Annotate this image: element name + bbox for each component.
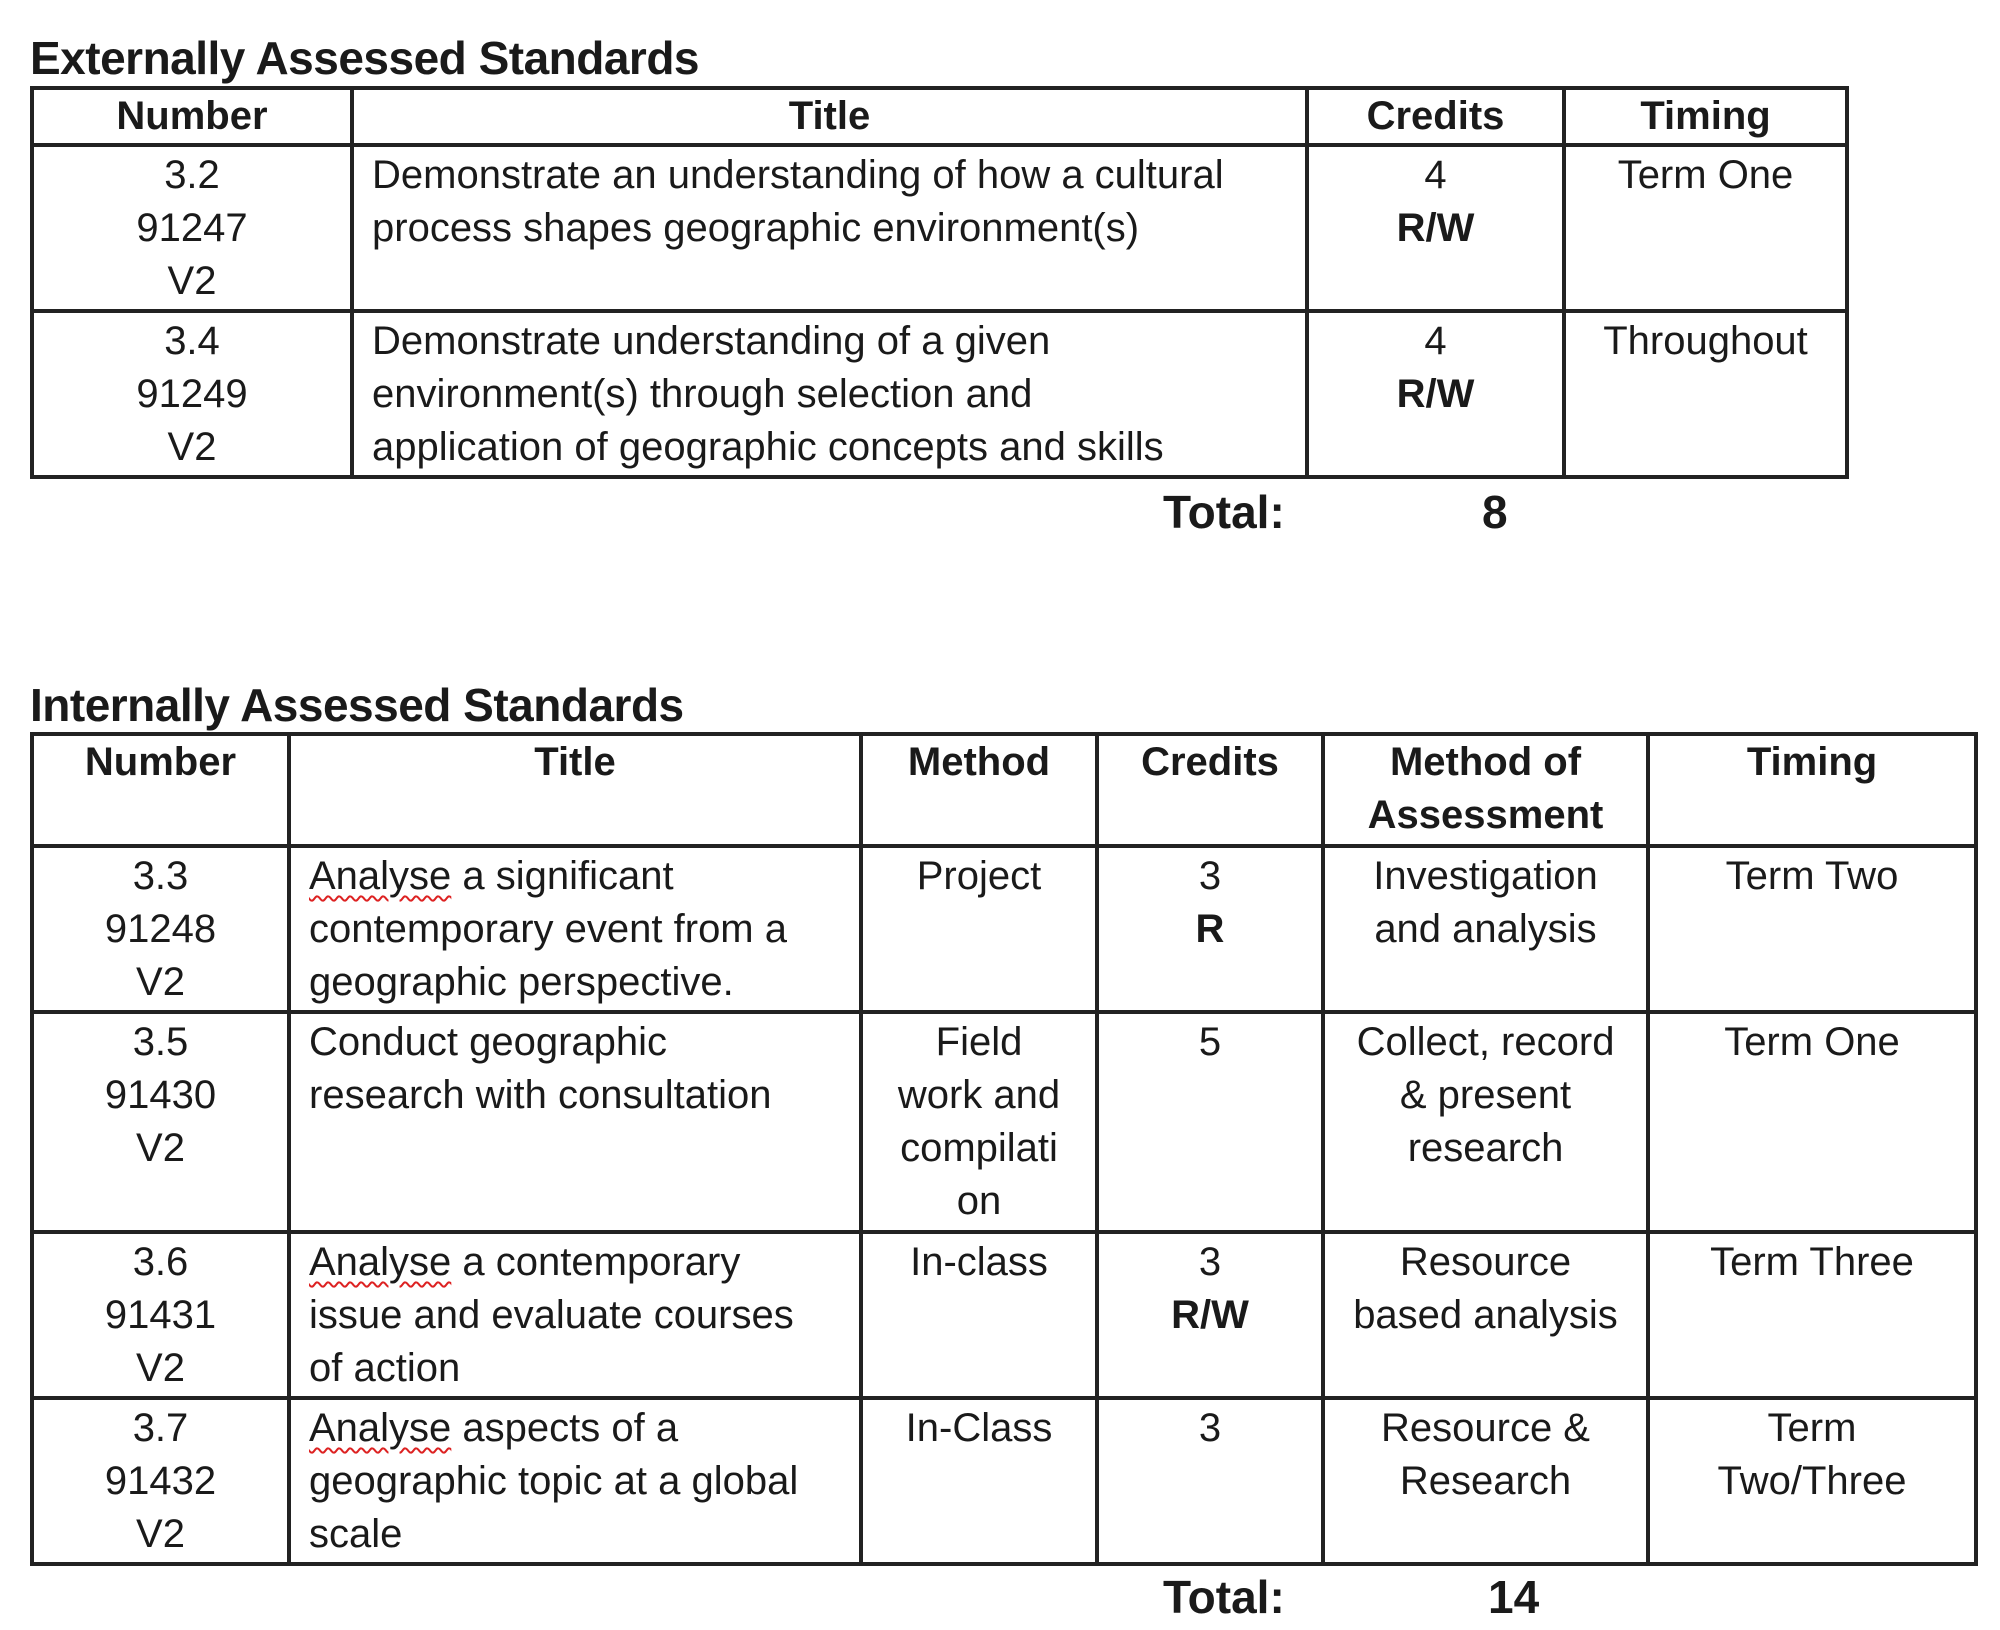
method-line: Field <box>935 1020 1023 1064</box>
standard-level: 3.2 <box>164 153 220 197</box>
method-cell <box>861 1232 1097 1398</box>
standard-code: 91247 <box>136 206 248 250</box>
standard-title-cell <box>352 145 1307 311</box>
credits-cell <box>1307 311 1564 477</box>
standard-version: V2 <box>136 1126 185 1170</box>
table-row <box>32 846 1976 1012</box>
timing-cell <box>1648 1398 1976 1564</box>
assessment-line: and analysis <box>1374 907 1597 951</box>
table-header-row <box>32 734 1976 846</box>
header-method-of-assessment <box>1323 734 1648 846</box>
table-row <box>32 1012 1976 1232</box>
title-line <box>309 1402 841 1455</box>
header-number: Number <box>32 734 289 846</box>
method-line: In-class <box>910 1240 1048 1284</box>
standard-version: V2 <box>136 1512 185 1556</box>
timing-cell <box>1648 1012 1976 1232</box>
spellcheck-word: Analyse <box>309 1406 452 1450</box>
standard-code: 91248 <box>104 907 217 951</box>
standard-version: V2 <box>167 259 217 303</box>
standard-level: 3.7 <box>132 1406 189 1450</box>
literacy-flag: R/W <box>1171 1293 1249 1337</box>
standard-number-cell <box>32 846 289 1012</box>
assessment-line: Investigation <box>1373 854 1598 898</box>
title-line: Demonstrate an understanding of how a cultural <box>372 153 1224 197</box>
standard-number-cell <box>32 311 352 477</box>
table-row <box>32 1232 1976 1398</box>
method-line: In-Class <box>905 1406 1053 1450</box>
standard-level: 3.6 <box>132 1240 189 1284</box>
standard-code: 91431 <box>104 1293 217 1337</box>
spellcheck-word: Analyse <box>309 1240 452 1284</box>
title-line: application of geographic concepts and skills <box>372 425 1164 469</box>
external-total-value: 8 <box>1482 486 1508 538</box>
assessment-line: research <box>1407 1126 1564 1170</box>
table-header-row <box>32 88 1847 145</box>
standard-level: 3.5 <box>132 1020 189 1064</box>
assessment-line: based analysis <box>1353 1293 1618 1337</box>
literacy-flag: R <box>1195 907 1225 951</box>
header-title: Title <box>352 88 1307 145</box>
standard-version: V2 <box>167 425 217 469</box>
title-line <box>309 1236 841 1289</box>
assessment-line: Research <box>1399 1459 1572 1503</box>
header-line: Assessment <box>1367 793 1604 837</box>
standard-title-cell <box>289 1232 861 1398</box>
standard-title-cell <box>289 1012 861 1232</box>
standard-title-cell <box>352 311 1307 477</box>
standard-number-cell <box>32 1398 289 1564</box>
header-method: Method <box>861 734 1097 846</box>
title-line: geographic perspective. <box>309 960 734 1004</box>
assessment-cell <box>1323 1398 1648 1564</box>
standard-level: 3.4 <box>164 319 220 363</box>
header-timing: Timing <box>1564 88 1847 145</box>
timing-line: Term Two <box>1725 854 1899 898</box>
table-row <box>32 145 1847 311</box>
header-line: Method of <box>1389 740 1582 784</box>
method-line: work and <box>897 1073 1061 1117</box>
standard-title-cell <box>289 846 861 1012</box>
title-line: research with consultation <box>309 1073 772 1117</box>
method-line: Project <box>916 854 1042 898</box>
internal-heading: Internally Assessed Standards <box>30 679 684 731</box>
timing-line: Term One <box>1724 1020 1900 1064</box>
title-line: Conduct geographic <box>309 1020 668 1064</box>
timing-line: Term <box>1767 1406 1857 1450</box>
method-line: on <box>956 1179 1002 1223</box>
assessment-line: & present <box>1399 1073 1572 1117</box>
timing-cell: Term One <box>1564 145 1847 311</box>
assessment-cell <box>1323 846 1648 1012</box>
timing-line: Two/Three <box>1717 1459 1907 1503</box>
standard-number-cell <box>32 145 352 311</box>
assessment-cell <box>1323 1232 1648 1398</box>
title-line: of action <box>309 1346 461 1390</box>
assessment-line: Resource & <box>1381 1406 1590 1450</box>
external-standards-table <box>30 86 1849 479</box>
title-line: Demonstrate understanding of a given <box>372 319 1051 363</box>
header-credits: Credits <box>1307 88 1564 145</box>
standard-version: V2 <box>136 1346 185 1390</box>
standard-code: 91432 <box>104 1459 217 1503</box>
title-text: aspects of a <box>451 1406 679 1450</box>
internal-total-value: 14 <box>1488 1571 1540 1623</box>
external-total-label: Total: <box>1163 486 1285 538</box>
timing-cell <box>1648 1232 1976 1398</box>
method-cell <box>861 846 1097 1012</box>
standard-code: 91249 <box>136 372 248 416</box>
header-title: Title <box>289 734 861 846</box>
title-line: environment(s) through selection and <box>372 372 1033 416</box>
title-text: a contemporary <box>451 1240 741 1284</box>
spellcheck-word: Analyse <box>309 854 452 898</box>
title-line: issue and evaluate courses <box>309 1293 794 1337</box>
literacy-flag: R/W <box>1396 372 1475 416</box>
credits-value: 5 <box>1198 1020 1222 1064</box>
title-line: geographic topic at a global <box>309 1459 799 1503</box>
standard-number-cell <box>32 1012 289 1232</box>
timing-cell <box>1648 846 1976 1012</box>
method-line: compilati <box>900 1126 1058 1170</box>
header-timing: Timing <box>1648 734 1976 846</box>
credits-value: 3 <box>1198 1240 1222 1284</box>
title-line <box>309 850 841 903</box>
internal-standards-table <box>30 732 1978 1566</box>
credits-value: 3 <box>1198 1406 1222 1450</box>
title-text: a significant <box>451 854 674 898</box>
credits-value: 3 <box>1198 854 1222 898</box>
header-number: Number <box>32 88 352 145</box>
timing-cell: Throughout <box>1564 311 1847 477</box>
credits-cell <box>1097 1398 1323 1564</box>
standard-title-cell <box>289 1398 861 1564</box>
method-cell <box>861 1398 1097 1564</box>
credits-cell <box>1307 145 1564 311</box>
table-row <box>32 1398 1976 1564</box>
credits-value: 4 <box>1424 153 1447 197</box>
standard-version: V2 <box>136 960 185 1004</box>
title-line: process shapes geographic environment(s) <box>372 206 1140 250</box>
standard-code: 91430 <box>104 1073 217 1117</box>
method-cell <box>861 1012 1097 1232</box>
credits-cell <box>1097 1232 1323 1398</box>
internal-total-label: Total: <box>1163 1571 1285 1623</box>
timing-line: Term Three <box>1710 1240 1914 1284</box>
credits-cell <box>1097 846 1323 1012</box>
assessment-line: Resource <box>1399 1240 1572 1284</box>
standard-level: 3.3 <box>132 854 189 898</box>
title-line: scale <box>309 1512 403 1556</box>
assessment-line: Collect, record <box>1356 1020 1615 1064</box>
assessment-cell <box>1323 1012 1648 1232</box>
header-credits: Credits <box>1097 734 1323 846</box>
external-heading: Externally Assessed Standards <box>30 32 700 84</box>
credits-cell <box>1097 1012 1323 1232</box>
credits-value: 4 <box>1424 319 1447 363</box>
standard-number-cell <box>32 1232 289 1398</box>
table-row <box>32 311 1847 477</box>
literacy-flag: R/W <box>1396 206 1475 250</box>
title-line: contemporary event from a <box>309 907 787 951</box>
